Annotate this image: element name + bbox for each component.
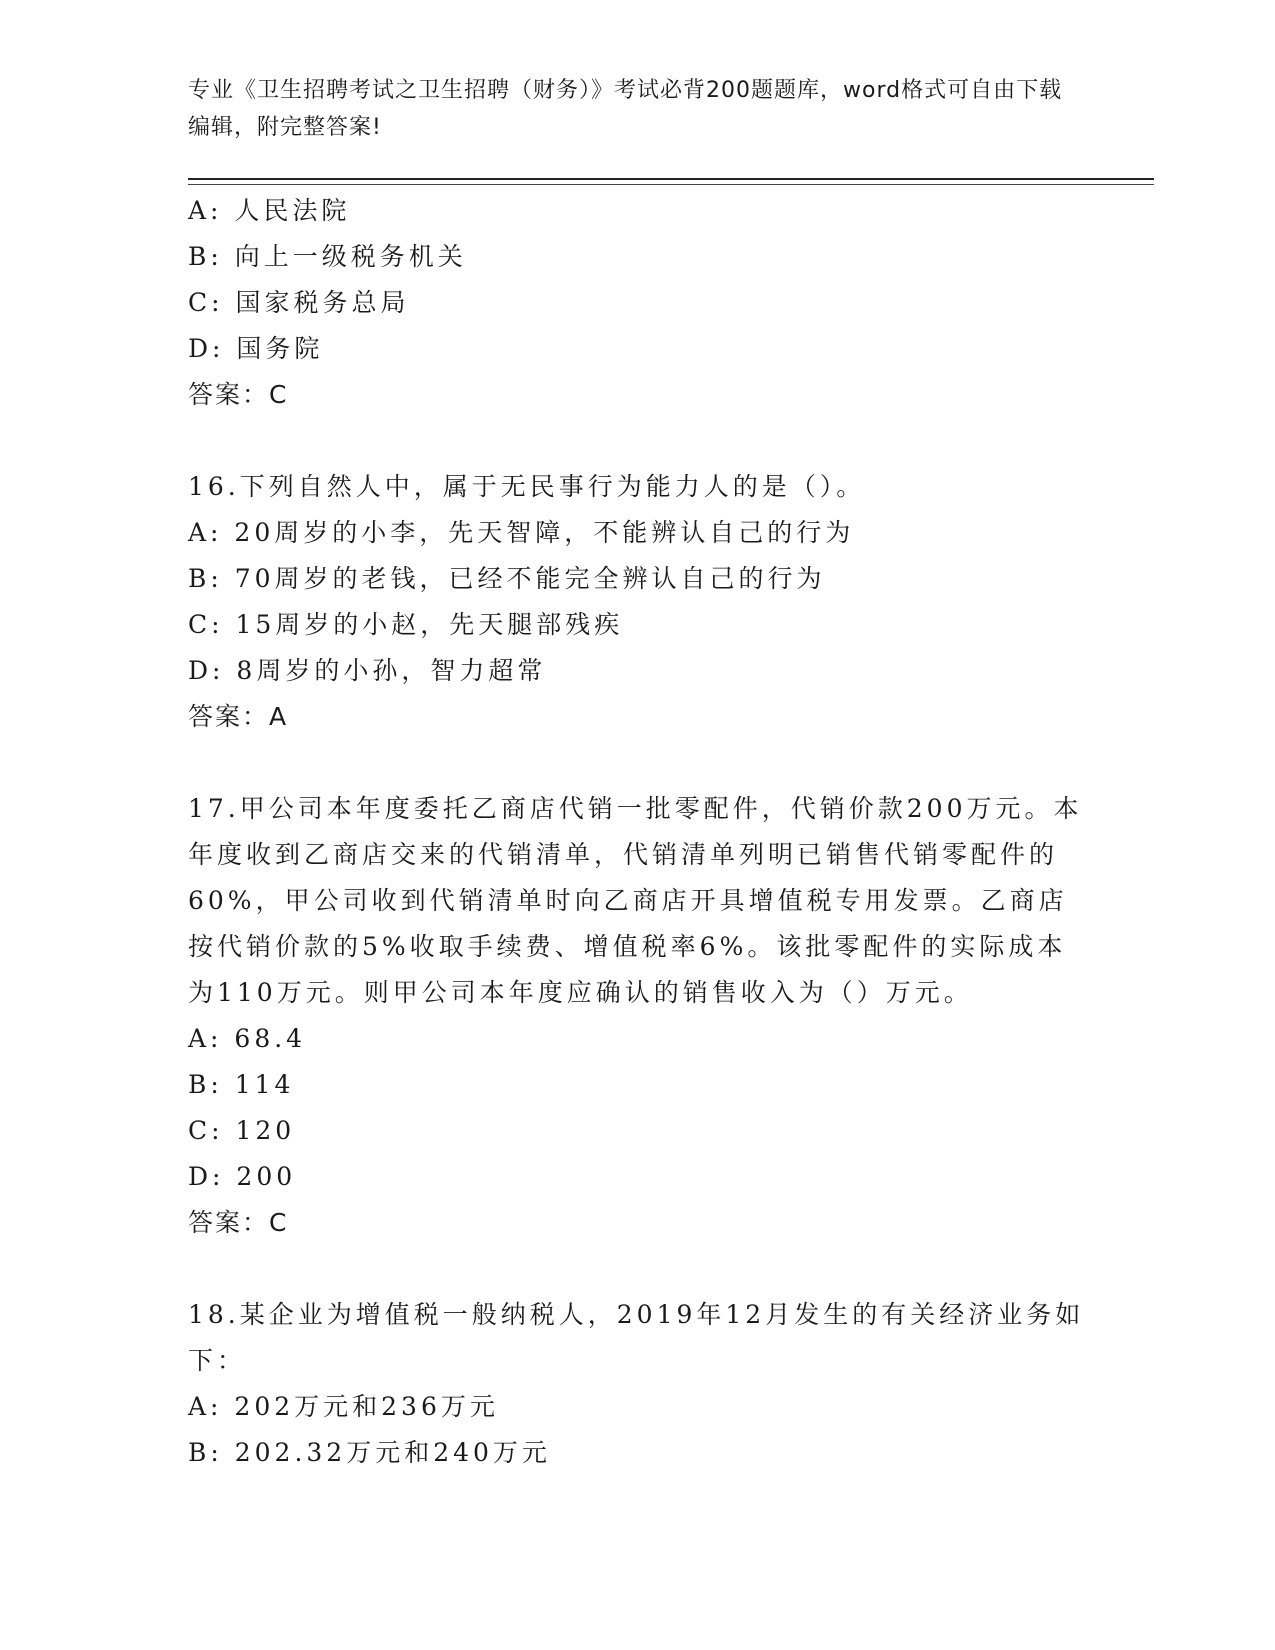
option-a: A: 68.4 (188, 1024, 307, 1053)
option-b: B: 70周岁的老钱，已经不能完全辨认自己的行为 (188, 564, 826, 593)
option-b: B: 114 (188, 1070, 295, 1099)
document-header: 专业《卫生招聘考试之卫生招聘（财务）》考试必背200题题库，word格式可自由下载编辑，附完整答案! (188, 78, 1063, 140)
spacer (188, 740, 1088, 786)
header-divider-thick (188, 178, 1154, 180)
option-b: B: 202.32万元和240万元 (188, 1438, 551, 1467)
question-block (188, 786, 1088, 1246)
question-block (188, 188, 1088, 418)
option-c: C: 15周岁的小赵，先天腿部残疾 (188, 610, 624, 639)
answer-line: 答案：C (188, 380, 289, 409)
option-d: D: 国务院 (188, 334, 324, 363)
option-c: C: 120 (188, 1116, 296, 1145)
option-c: C: 国家税务总局 (188, 288, 410, 317)
option-a: A: 202万元和236万元 (188, 1392, 499, 1421)
spacer (188, 1246, 1088, 1292)
option-d: D: 8周岁的小孙，智力超常 (188, 656, 547, 685)
question-block (188, 464, 1088, 740)
question-block (188, 1292, 1088, 1476)
question-text: 18.某企业为增值税一般纳税人，2019年12月发生的有关经济业务如下： (188, 1300, 1085, 1375)
answer-line: 答案：A (188, 702, 289, 731)
option-b: B: 向上一级税务机关 (188, 242, 467, 271)
spacer (188, 418, 1088, 464)
option-a: A: 20周岁的小李，先天智障，不能辨认自己的行为 (188, 518, 855, 547)
question-list (188, 188, 1088, 1476)
answer-line: 答案：C (188, 1208, 289, 1237)
option-a: A: 人民法院 (188, 196, 351, 225)
option-d: D: 200 (188, 1162, 297, 1191)
question-text: 16.下列自然人中，属于无民事行为能力人的是（）。 (188, 472, 866, 501)
header-divider-thin (188, 184, 1154, 185)
question-text: 17.甲公司本年度委托乙商店代销一批零配件，代销价款200万元。本年度收到乙商店交来的代销清单，代销清单列明已销售代销零配件的60%，甲公司收到代销清单时向乙商店开具增值税专用发票。乙商店按代销价款的5%收取手续费、增值税率6%。该批零配件的实际成本为110万元。则甲公司本年度应确认的销售收入为（）万元。 (188, 794, 1083, 1007)
